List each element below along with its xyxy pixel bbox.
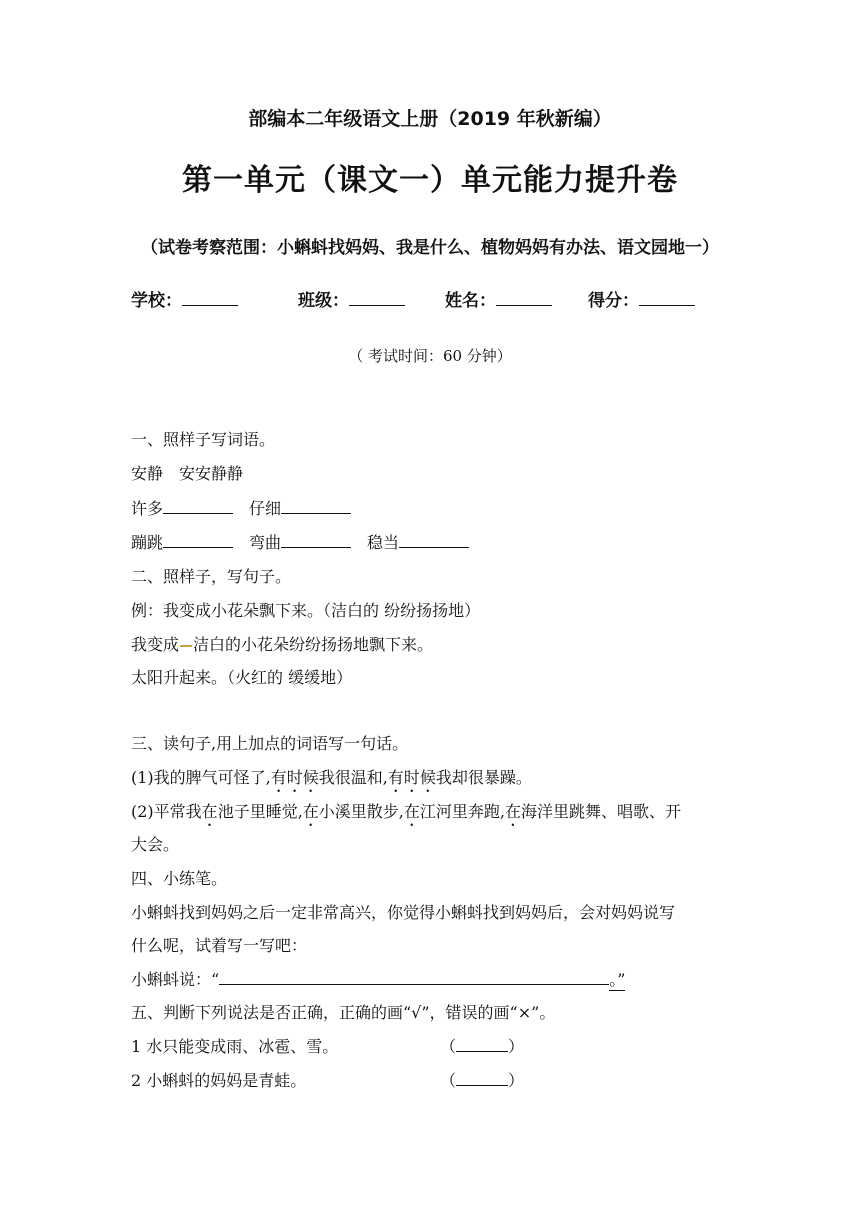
name-field[interactable]	[445, 286, 552, 311]
q3-s1-part: (1)我的脾气可怪了,	[131, 768, 271, 787]
school-blank[interactable]	[182, 288, 238, 306]
q3-s1-part: 我却很暴躁。	[435, 768, 532, 787]
q5-answer-1[interactable]	[440, 1034, 524, 1057]
q3-dotted-word: 在	[403, 802, 420, 821]
q3-s2-part: 池子里睡觉,	[217, 802, 303, 821]
q1-word-xuduo: 许多	[131, 499, 164, 518]
name-blank[interactable]	[496, 288, 552, 306]
q4-answer-blank[interactable]	[219, 968, 609, 985]
class-label: 班级：	[298, 291, 349, 311]
q1-row-2	[131, 530, 469, 553]
q4-prompt-2: 什么呢，试着写一写吧：	[131, 936, 308, 955]
q1-example	[131, 461, 243, 484]
exam-scope: （试卷考察范围：小蝌蚪找妈妈、我是什么、植物妈妈有办法、语文园地一）	[141, 238, 719, 258]
q3-s1-part: 我很温和,	[318, 768, 388, 787]
q4-heading: 四、小练笔。	[131, 869, 228, 888]
q2-task: 太阳升起来。（火红的 缓缓地）	[131, 668, 353, 687]
q1-blank-2[interactable]	[281, 497, 351, 514]
q3-dotted-word: 在	[505, 802, 522, 821]
q3-dotted-word: 有时候	[270, 768, 319, 787]
q1-word-zixi: 仔细	[249, 499, 282, 518]
q3-s2-part: 江河里奔跑,	[419, 802, 505, 821]
exam-time: （ 考试时间：60 分钟）	[348, 347, 512, 365]
q4-answer-line	[131, 967, 625, 991]
q1-example-answer: 安安静静	[179, 464, 244, 483]
q1-blank-5[interactable]	[399, 531, 469, 548]
q3-s2-part: (2)平常我	[131, 802, 202, 821]
q3-s2-part: 海洋里跳舞、唱歌、开	[521, 802, 682, 821]
q3-dotted-word: 在	[302, 802, 319, 821]
q5-item-2: 2 小蝌蚪的妈妈是青蛙。	[131, 1071, 307, 1090]
q3-sentence-2	[131, 799, 681, 830]
q5-answer-2[interactable]	[440, 1068, 524, 1091]
q2-answer-end: 洁白的小花朵纷纷扬扬地飘下来。	[193, 635, 434, 654]
paren-open: （	[440, 1037, 457, 1056]
q1-blank-1[interactable]	[163, 497, 233, 514]
score-label: 得分：	[588, 291, 639, 311]
q3-dotted-word: 在	[201, 802, 218, 821]
dash-mark	[180, 645, 192, 647]
q1-heading: 一、照样子写词语。	[131, 430, 276, 449]
q2-example-answer	[131, 632, 433, 655]
q4-quote-end: 。”	[609, 967, 625, 991]
score-blank[interactable]	[639, 288, 695, 306]
q3-dotted-word: 有时候	[387, 768, 436, 787]
q5-heading: 五、判断下列说法是否正确，正确的画“√”，错误的画“×”。	[131, 1003, 556, 1022]
q2-answer-start: 我变成	[131, 635, 180, 654]
q2-heading: 二、照样子，写句子。	[131, 567, 292, 586]
series-title: 部编本二年级语文上册（2019 年秋新编）	[248, 108, 612, 130]
q4-prompt-1: 小蝌蚪找到妈妈之后一定非常高兴，你觉得小蝌蚪找到妈妈后，会对妈妈说写	[131, 903, 676, 922]
q1-word-wanqu: 弯曲	[249, 533, 282, 552]
q1-blank-4[interactable]	[281, 531, 351, 548]
q4-says-label: 小蝌蚪说：“	[131, 970, 220, 989]
q5-blank-1[interactable]	[456, 1035, 508, 1052]
paren-close: ）	[508, 1037, 525, 1056]
score-field[interactable]	[588, 286, 695, 311]
q1-word-wendang: 稳当	[367, 533, 400, 552]
school-label: 学校：	[131, 291, 182, 311]
paren-open: （	[440, 1071, 457, 1090]
q3-sentence-1	[131, 765, 532, 796]
name-label: 姓名：	[445, 291, 496, 311]
class-field[interactable]	[298, 286, 405, 311]
q3-s2-part: 小溪里散步,	[318, 802, 404, 821]
page-title: 第一单元（课文一）单元能力提升卷	[182, 163, 678, 198]
school-field[interactable]	[131, 286, 238, 311]
q5-item-1: 1 水只能变成雨、冰雹、雪。	[131, 1037, 339, 1056]
q1-word-bengtiao: 蹦跳	[131, 533, 164, 552]
q1-blank-3[interactable]	[163, 531, 233, 548]
q3-sentence-2-cont: 大会。	[131, 835, 180, 854]
q5-blank-2[interactable]	[456, 1069, 508, 1086]
q1-row-1	[131, 496, 351, 519]
paren-close: ）	[508, 1071, 525, 1090]
class-blank[interactable]	[349, 288, 405, 306]
q1-example-word: 安静	[131, 464, 164, 483]
q2-example: 例：我变成小花朵飘下来。（洁白的 纷纷扬扬地）	[131, 601, 481, 620]
q3-heading: 三、读句子,用上加点的词语写一句话。	[131, 734, 409, 753]
